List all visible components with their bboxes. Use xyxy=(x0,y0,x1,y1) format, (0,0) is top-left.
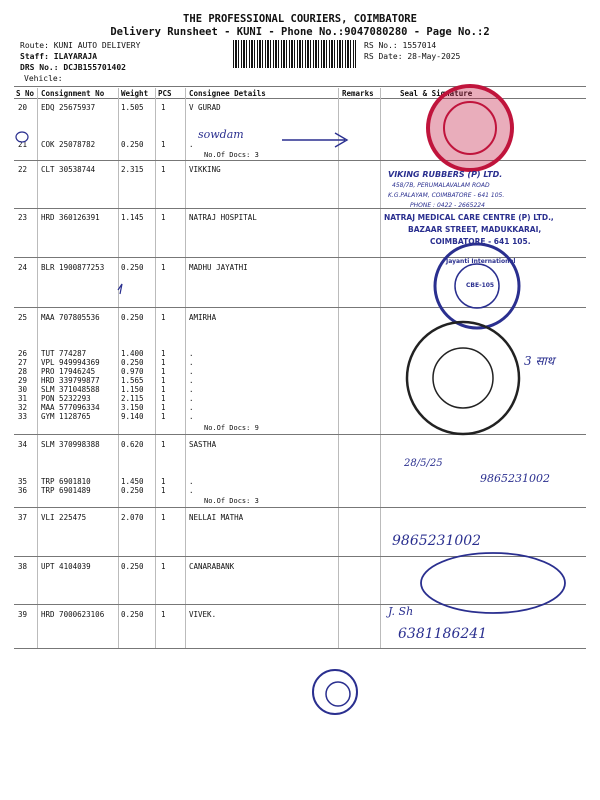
row-pcs: 1 xyxy=(161,403,166,412)
bottom-scribble-stamp xyxy=(313,670,357,714)
drs-label: DRS No.: DCJB155701402 xyxy=(20,63,126,72)
row-sno: 32 xyxy=(18,403,28,412)
signature-row-39: J. Sh xyxy=(388,605,414,618)
viking-stamp-name: VIKING RUBBERS (P) LTD. xyxy=(388,170,503,179)
row-pcs: 1 xyxy=(161,213,166,222)
row-consignee: . xyxy=(189,412,194,421)
row-consignee: SASTHA xyxy=(189,440,217,449)
row-weight: 0.250 xyxy=(121,562,144,571)
row-weight: 1.400 xyxy=(121,349,144,358)
col-consignment: Consignment No xyxy=(41,89,105,98)
row-docs-count: No.Of Docs: 9 xyxy=(204,424,259,432)
row-pcs: 1 xyxy=(161,358,166,367)
col-sno: S No xyxy=(16,89,35,98)
company-title: THE PROFESSIONAL COURIERS, COIMBATORE xyxy=(183,13,417,25)
handwritten-phone-35: 9865231002 xyxy=(480,472,550,485)
row-sno: 34 xyxy=(18,440,28,449)
row-weight: 2.115 xyxy=(121,394,144,403)
row-sno: 24 xyxy=(18,263,28,272)
row-consignee: MADHU JAYATHI xyxy=(189,263,248,272)
runsheet-subtitle: Delivery Runsheet - KUNI - Phone No.:9047080280 - Page No.:2 xyxy=(110,26,490,38)
row-consignment: BLR 1900877253 xyxy=(41,263,105,272)
row-sno: 28 xyxy=(18,367,28,376)
row-consignment: EDQ 25675937 xyxy=(41,103,96,112)
row-consignee: NELLAI MATHA xyxy=(189,513,244,522)
row-sno: 36 xyxy=(18,486,28,495)
row-sno: 35 xyxy=(18,477,28,486)
row-weight: 1.450 xyxy=(121,477,144,486)
handwritten-phone-39: 6381186241 xyxy=(398,626,488,642)
row-pcs: 1 xyxy=(161,165,166,174)
row-consignment: TUT 774287 xyxy=(41,349,87,358)
row-pcs: 1 xyxy=(161,394,166,403)
signature-row-21: sowdam xyxy=(198,128,244,141)
row-sno: 31 xyxy=(18,394,28,403)
row-consignment: MAA 707805536 xyxy=(41,313,100,322)
vehicle-label: Vehicle: xyxy=(24,74,63,83)
row-weight: 0.620 xyxy=(121,440,144,449)
row-consignee: . xyxy=(189,486,194,495)
row-consignment: HRD 339799877 xyxy=(41,376,100,385)
round-stamp-name: Jayanti International xyxy=(446,258,516,265)
row-consignee: AMIRHA xyxy=(189,313,217,322)
natraj-stamp-address-2: COIMBATORE - 641 105. xyxy=(430,237,531,246)
row-pcs: 1 xyxy=(161,140,166,149)
row-pcs: 1 xyxy=(161,412,166,421)
row-consignment: CLT 30538744 xyxy=(41,165,96,174)
row-sno: 27 xyxy=(18,358,28,367)
row-pcs: 1 xyxy=(161,513,166,522)
row-sno: 20 xyxy=(18,103,28,112)
row-weight: 0.250 xyxy=(121,263,144,272)
oval-stamp xyxy=(421,553,565,613)
row-pcs: 1 xyxy=(161,440,166,449)
row-consignment: COK 25078782 xyxy=(41,140,96,149)
row-pcs: 1 xyxy=(161,385,166,394)
route-label: Route: KUNI AUTO DELIVERY xyxy=(20,41,141,50)
staff-label: Staff: ILAYARAJA xyxy=(20,52,98,61)
row-pcs: 1 xyxy=(161,367,166,376)
row-weight: 3.150 xyxy=(121,403,144,412)
col-consignee: Consignee Details xyxy=(189,89,266,98)
row-consignment: HRD 360126391 xyxy=(41,213,100,222)
row-sno: 37 xyxy=(18,513,28,522)
row-docs-count: No.Of Docs: 3 xyxy=(204,497,259,505)
row-consignee: . xyxy=(189,403,194,412)
col-pcs: PCS xyxy=(158,89,172,98)
row-consignment: SLM 370998388 xyxy=(41,440,100,449)
row-pcs: 1 xyxy=(161,263,166,272)
col-remarks: Remarks xyxy=(342,89,374,98)
row-weight: 0.250 xyxy=(121,358,144,367)
viking-stamp-phone: PHONE : 0422 - 2665224 xyxy=(410,202,485,209)
row-weight: 0.250 xyxy=(121,313,144,322)
row-weight: 0.250 xyxy=(121,610,144,619)
row-consignee: . xyxy=(189,385,194,394)
margin-scribble xyxy=(16,132,28,142)
row-docs-count: No.Of Docs: 3 xyxy=(204,151,259,159)
row-consignment: VLI 225475 xyxy=(41,513,87,522)
row-consignment: GYM 1128765 xyxy=(41,412,91,421)
arrow-mark xyxy=(282,133,347,147)
row-consignee: VIVEK. xyxy=(189,610,217,619)
row-consignee: . xyxy=(189,394,194,403)
viking-stamp-address-2: K.G.PALAYAM, COIMBATORE - 641 105. xyxy=(388,192,505,199)
row-pcs: 1 xyxy=(161,349,166,358)
row-weight: 0.250 xyxy=(121,140,144,149)
col-seal: Seal & Signature xyxy=(400,89,473,98)
handwritten-phone-37: 9865231002 xyxy=(392,533,482,549)
row-consignee: . xyxy=(189,367,194,376)
natraj-stamp-name: NATRAJ MEDICAL CARE CENTRE (P) LTD., xyxy=(384,213,554,222)
row-weight: 1.505 xyxy=(121,103,144,112)
row-pcs: 1 xyxy=(161,376,166,385)
row-consignment: UPT 4104039 xyxy=(41,562,91,571)
handwritten-date: 28/5/25 xyxy=(404,458,443,469)
row-consignee: . xyxy=(189,349,194,358)
round-stamp-code: CBE-105 xyxy=(466,282,495,289)
row-sno: 25 xyxy=(18,313,28,322)
row-pcs: 1 xyxy=(161,103,166,112)
row-pcs: 1 xyxy=(161,486,166,495)
row-sno: 39 xyxy=(18,610,28,619)
row-weight: 9.140 xyxy=(121,412,144,421)
row-pcs: 1 xyxy=(161,477,166,486)
row-consignment: PON 5232293 xyxy=(41,394,91,403)
viking-stamp-address-1: 458/7B, PERUMALAVALAM ROAD xyxy=(392,182,490,189)
row-sno: 38 xyxy=(18,562,28,571)
row-consignment: SLM 371048588 xyxy=(41,385,100,394)
col-weight: Weight xyxy=(121,89,149,98)
row-sno: 23 xyxy=(18,213,28,222)
row-weight: 2.070 xyxy=(121,513,144,522)
handwritten-mark: 3 साथ xyxy=(524,354,555,368)
row-weight: 2.315 xyxy=(121,165,144,174)
row-pcs: 1 xyxy=(161,562,166,571)
row-consignment: PRO 17946245 xyxy=(41,367,96,376)
black-round-stamp xyxy=(407,322,519,434)
red-round-stamp xyxy=(428,86,512,170)
rs-no: RS No.: 1557014 xyxy=(364,41,437,50)
row-consignee: . xyxy=(189,376,194,385)
row-consignee: . xyxy=(189,140,194,149)
natraj-stamp-address-1: BAZAAR STREET, MADUKKARAI, xyxy=(408,225,542,234)
row-consignee: . xyxy=(189,477,194,486)
row-pcs: 1 xyxy=(161,313,166,322)
row-sno: 22 xyxy=(18,165,28,174)
row-consignment: VPL 949994369 xyxy=(41,358,100,367)
row-weight: 1.565 xyxy=(121,376,144,385)
row-consignee: . xyxy=(189,358,194,367)
row-weight: 1.150 xyxy=(121,385,144,394)
rs-date: RS Date: 28-May-2025 xyxy=(364,52,461,61)
row-consignee: CANARABANK xyxy=(189,562,235,571)
row-consignee: VIKKING xyxy=(189,165,221,174)
row-consignment: HRD 7000623106 xyxy=(41,610,105,619)
row-consignment: TRP 6901489 xyxy=(41,486,91,495)
margin-scribble xyxy=(118,284,122,294)
row-consignee: NATRAJ HOSPITAL xyxy=(189,213,257,222)
row-sno: 33 xyxy=(18,412,28,421)
row-sno: 26 xyxy=(18,349,28,358)
row-consignment: TRP 6901810 xyxy=(41,477,91,486)
row-weight: 1.145 xyxy=(121,213,144,222)
row-weight: 0.970 xyxy=(121,367,144,376)
row-sno: 21 xyxy=(18,140,28,149)
row-sno: 30 xyxy=(18,385,28,394)
row-sno: 29 xyxy=(18,376,28,385)
row-pcs: 1 xyxy=(161,610,166,619)
row-consignee: V GURAD xyxy=(189,103,221,112)
row-weight: 0.250 xyxy=(121,486,144,495)
row-consignment: MAA 577096334 xyxy=(41,403,100,412)
